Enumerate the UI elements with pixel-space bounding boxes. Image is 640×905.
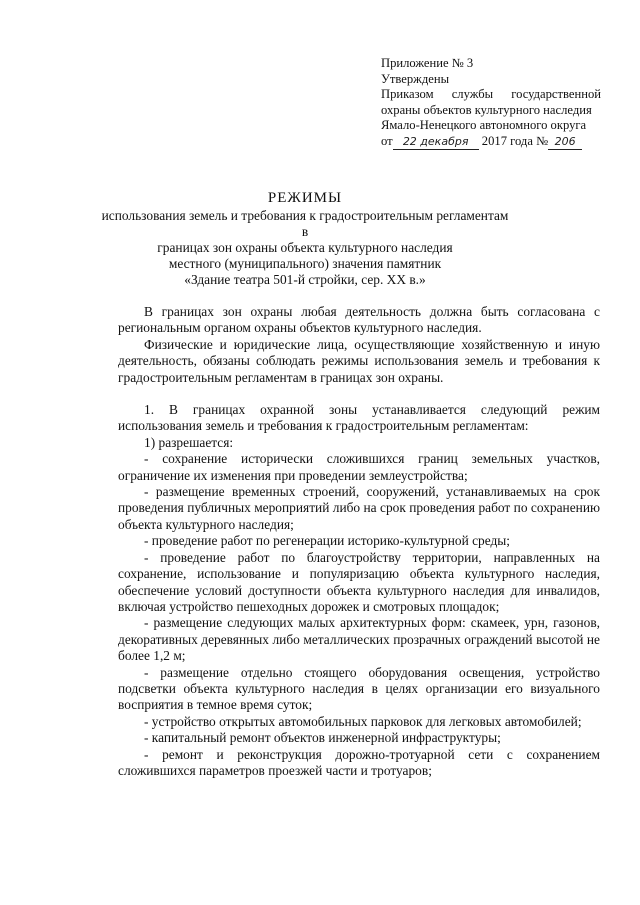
paragraph-coordination: В границах зон охраны любая деятельность должна быть согласована с региональным органом охраны объектов культурного наследия. xyxy=(118,304,600,336)
date-prefix: от xyxy=(381,133,393,148)
list-item: - размещение отдельно стоящего оборудования освещения, устройство подсветки объекта культурного наследия в целях организации его визуального восприятия в темное время суток; xyxy=(118,664,600,713)
handwritten-date: 22 декабря xyxy=(393,134,479,151)
paragraph-allowed: 1) разрешается: xyxy=(144,434,234,450)
list-item: - устройство открытых автомобильных парковок для легковых автомобилей; xyxy=(144,713,582,729)
document-title xyxy=(100,190,510,288)
order-date-line xyxy=(381,134,601,151)
list-item: - проведение работ по благоустройству территории, направленных на сохранение, использование и популяризацию объекта культурного наследия, обеспечение условий доступности объекта культурного наследия для инвалидов, включая устройство пешеходных дорожек и смотровых площадок; xyxy=(118,549,600,614)
region-line: Ямало-Ненецкого автономного округа xyxy=(381,118,587,132)
handwritten-number: 206 xyxy=(548,134,582,151)
agency-line: охраны объектов культурного наследия xyxy=(381,102,592,117)
appendix-number: Приложение № 3 xyxy=(381,56,474,70)
date-year: 2017 года № xyxy=(481,133,549,148)
title-line-4: «Здание театра 501-й стройки, сер. XX в.» xyxy=(184,272,426,287)
paragraph-obligations: Физические и юридические лица, осуществляющие хозяйственную и иную деятельность, обязаны соблюдать режимы использования земель и требования к градостроительным регламентам в границах зон охраны. xyxy=(118,336,600,385)
approved-label: Утверждены xyxy=(381,71,450,86)
title-line-1: использования земель и требования к градостроительным регламентам в xyxy=(101,208,509,239)
title-heading: РЕЖИМЫ xyxy=(267,190,343,206)
list-item: - размещение временных строений, сооружений, устанавливаемых на срок проведения публичных мероприятий либо на срок проведения работ по сохранению объекта культурного наследия; xyxy=(118,484,600,532)
title-line-3: местного (муниципального) значения памятник xyxy=(168,256,442,271)
list-item: - размещение следующих малых архитектурных форм: скамеек, урн, газонов, декоративных деревянных либо металлических прозрачных ограждений высотой не более 1,2 м; xyxy=(118,615,600,664)
list-item: - проведение работ по регенерации историко-культурной среды; xyxy=(144,533,511,549)
list-item: - сохранение исторически сложившихся границ земельных участков, ограничение их изменения при проведении землеустройства; xyxy=(118,451,600,483)
document-body xyxy=(118,304,600,779)
approval-stamp xyxy=(381,56,601,150)
title-line-2: границах зон охраны объекта культурного наследия xyxy=(157,240,453,255)
order-line: Приказом службы государственной xyxy=(381,87,601,101)
list-item: - капитальный ремонт объектов инженерной инфраструктуры; xyxy=(144,730,501,746)
paragraph-section-1: 1. В границах охранной зоны устанавливается следующий режим использования земель и требования к градостроительным регламентам: xyxy=(118,402,600,434)
list-item: - ремонт и реконструкция дорожно-тротуарной сети с сохранением сложившихся параметров проезжей части и тротуаров; xyxy=(118,746,600,778)
